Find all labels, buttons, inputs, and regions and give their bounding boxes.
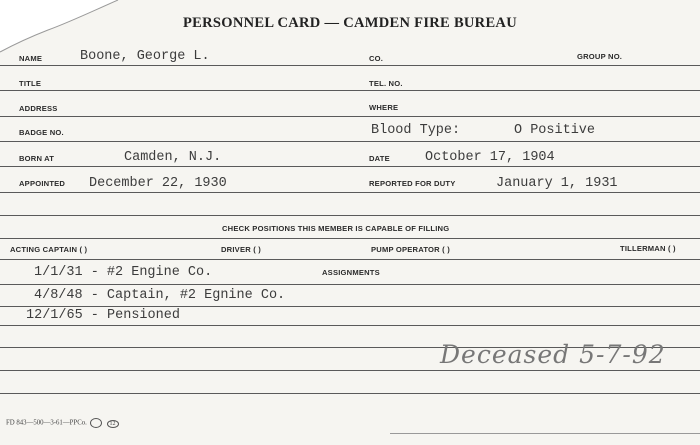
appointed-value: December 22, 1930 <box>89 176 227 191</box>
form-mark: 12 <box>107 420 119 428</box>
born-label: BORN AT <box>19 154 55 163</box>
rule <box>0 238 700 239</box>
rule <box>0 393 700 394</box>
assignment-entry: 12/1/65 - Pensioned <box>26 308 180 323</box>
name-label: NAME <box>19 54 43 63</box>
name-value: Boone, George L. <box>80 49 210 64</box>
acting-captain-checkbox: ACTING CAPTAIN ( ) <box>10 245 88 254</box>
where-label: WHERE <box>369 103 399 112</box>
rule <box>0 166 700 167</box>
driver-checkbox: DRIVER ( ) <box>221 245 261 254</box>
address-label: ADDRESS <box>19 104 58 113</box>
rule <box>0 215 700 216</box>
date-label: DATE <box>369 154 390 163</box>
assignments-label: ASSIGNMENTS <box>322 268 380 277</box>
rule <box>0 141 700 142</box>
tillerman-checkbox: TILLERMAN ( ) <box>620 244 676 253</box>
group-label: GROUP NO. <box>577 52 623 61</box>
rule <box>0 306 700 307</box>
reported-value: January 1, 1931 <box>496 176 618 191</box>
date-value: October 17, 1904 <box>425 150 555 165</box>
assignment-entry: 4/8/48 - Captain, #2 Egnine Co. <box>34 288 286 303</box>
appointed-label: APPOINTED <box>19 179 66 188</box>
rule <box>0 116 700 117</box>
rule <box>0 370 700 371</box>
rule <box>0 65 700 66</box>
positions-heading: CHECK POSITIONS THIS MEMBER IS CAPABLE OF FILLING <box>222 224 450 233</box>
rule <box>0 325 700 326</box>
card-title: PERSONNEL CARD — CAMDEN FIRE BUREAU <box>183 15 517 31</box>
pump-operator-checkbox: PUMP OPERATOR ( ) <box>371 245 450 254</box>
born-value: Camden, N.J. <box>124 150 222 165</box>
blood-type-value: O Positive <box>514 123 596 138</box>
rule <box>0 192 700 193</box>
title-label: TITLE <box>19 79 42 88</box>
form-code-text: FD 843—500—3-61—PPCo. <box>6 419 87 427</box>
badge-label: BADGE NO. <box>19 128 64 137</box>
reported-label: REPORTED FOR DUTY <box>369 179 456 188</box>
form-code <box>6 418 119 428</box>
blood-type-label: Blood Type: <box>371 123 461 138</box>
tel-label: TEL. NO. <box>369 79 403 88</box>
rule <box>390 433 700 434</box>
rule <box>0 90 700 91</box>
co-label: CO. <box>369 54 384 63</box>
union-label-icon <box>90 418 102 428</box>
deceased-notation: Deceased 5-7-92 <box>440 340 666 369</box>
assignment-entry: 1/1/31 - #2 Engine Co. <box>34 265 213 280</box>
rule <box>0 284 700 285</box>
rule <box>0 259 700 260</box>
